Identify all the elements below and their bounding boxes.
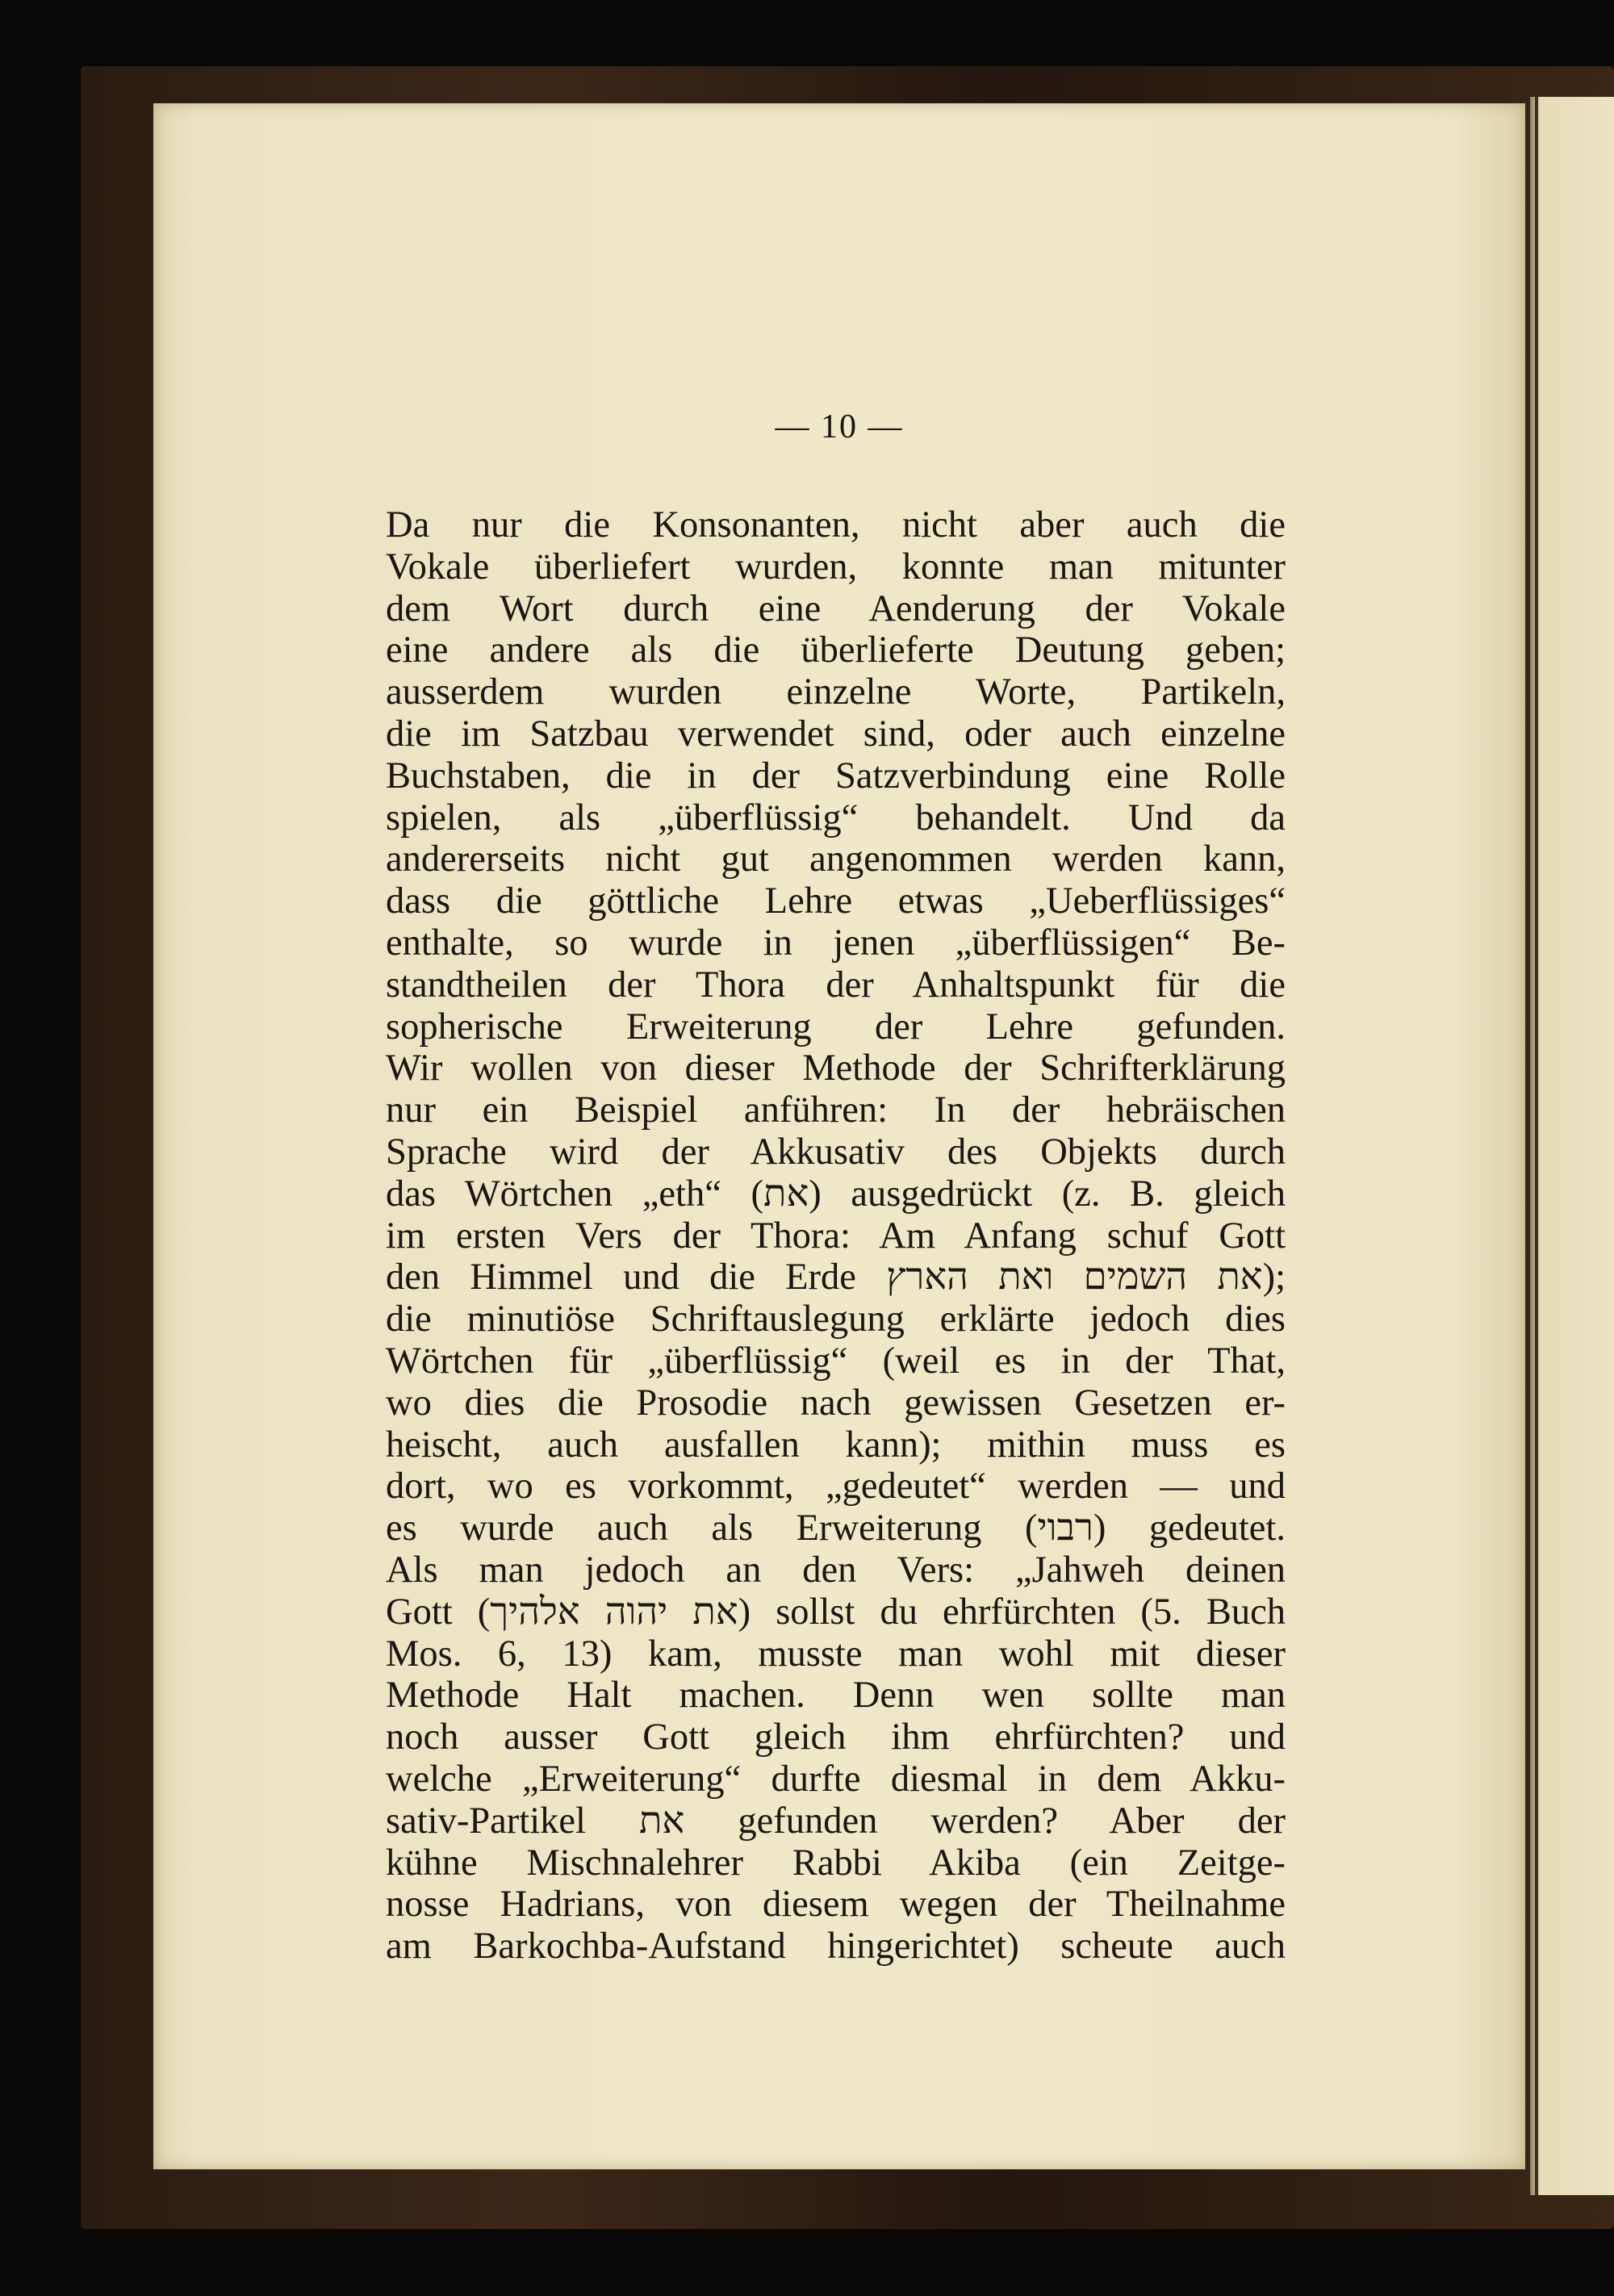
text-line: das Wörtchen „eth“ (את) ausgedrückt (z. B. gleich — [386, 1173, 1286, 1215]
text-line: noch ausser Gott gleich ihm ehrfürchten? und — [386, 1717, 1286, 1759]
text-line: Vokale überliefert wurden, konnte man mitunter — [386, 546, 1286, 588]
text-line: kühne Mischnalehrer Rabbi Akiba (ein Zeitge- — [386, 1842, 1286, 1884]
text-line: ausserdem wurden einzelne Worte, Partikeln, — [386, 671, 1286, 713]
body-text — [386, 504, 1286, 1968]
text-line: Buchstaben, die in der Satzverbindung eine Rolle — [386, 755, 1286, 797]
text-line: sopherische Erweiterung der Lehre gefunden. — [386, 1006, 1286, 1048]
text-line: Gott (את יהוה אלהיך) sollst du ehrfürchten (5. Buch — [386, 1591, 1286, 1633]
page-number: — 10 — — [775, 408, 904, 445]
text-line: Sprache wird der Akkusativ des Objekts durch — [386, 1131, 1286, 1173]
text-line: Wir wollen von dieser Methode der Schrifterklärung — [386, 1048, 1286, 1089]
text-line: enthalte, so wurde in jenen „überflüssigen“ Be- — [386, 922, 1286, 964]
text-line: nur ein Beispiel anführen: In der hebräischen — [386, 1089, 1286, 1131]
text-line: Da nur die Konsonanten, nicht aber auch die — [386, 504, 1286, 546]
text-line: Wörtchen für „überflüssig“ (weil es in der That, — [386, 1340, 1286, 1382]
text-line: nosse Hadrians, von diesem wegen der Theilnahme — [386, 1884, 1286, 1926]
text-line: sativ-Partikel את gefunden werden? Aber der — [386, 1800, 1286, 1842]
text-line: dass die göttliche Lehre etwas „Ueberflüssiges“ — [386, 880, 1286, 922]
text-line: es wurde auch als Erweiterung (רבוי) gedeutet. — [386, 1508, 1286, 1549]
page-gutter-line — [1535, 97, 1538, 2195]
text-line: den Himmel und die Erde את השמים ואת הארץ); — [386, 1257, 1286, 1299]
facing-page-edge — [1530, 97, 1614, 2195]
text-line: Mos. 6, 13) kam, musste man wohl mit dieser — [386, 1633, 1286, 1675]
text-line: Als man jedoch an den Vers: „Jahweh deinen — [386, 1549, 1286, 1591]
text-line: andererseits nicht gut angenommen werden kann, — [386, 839, 1286, 880]
text-line: die minutiöse Schriftauslegung erklärte jedoch dies — [386, 1299, 1286, 1340]
text-line: standtheilen der Thora der Anhaltspunkt für die — [386, 964, 1286, 1006]
text-line: dort, wo es vorkommt, „gedeutet“ werden — und — [386, 1466, 1286, 1508]
text-line: spielen, als „überflüssig“ behandelt. Und da — [386, 797, 1286, 839]
text-line: eine andere als die überlieferte Deutung geben; — [386, 629, 1286, 671]
text-line: dem Wort durch eine Aenderung der Vokale — [386, 588, 1286, 629]
text-line: im ersten Vers der Thora: Am Anfang schuf Gott — [386, 1215, 1286, 1257]
text-line: am Barkochba-Aufstand hingerichtet) scheute auch — [386, 1926, 1286, 1968]
text-line: Methode Halt machen. Denn wen sollte man — [386, 1675, 1286, 1717]
text-line: die im Satzbau verwendet sind, oder auch einzelne — [386, 713, 1286, 755]
text-line: wo dies die Prosodie nach gewissen Gesetzen er- — [386, 1382, 1286, 1424]
text-line: heischt, auch ausfallen kann); mithin muss es — [386, 1424, 1286, 1466]
text-line: welche „Erweiterung“ durfte diesmal in dem Akku- — [386, 1758, 1286, 1800]
